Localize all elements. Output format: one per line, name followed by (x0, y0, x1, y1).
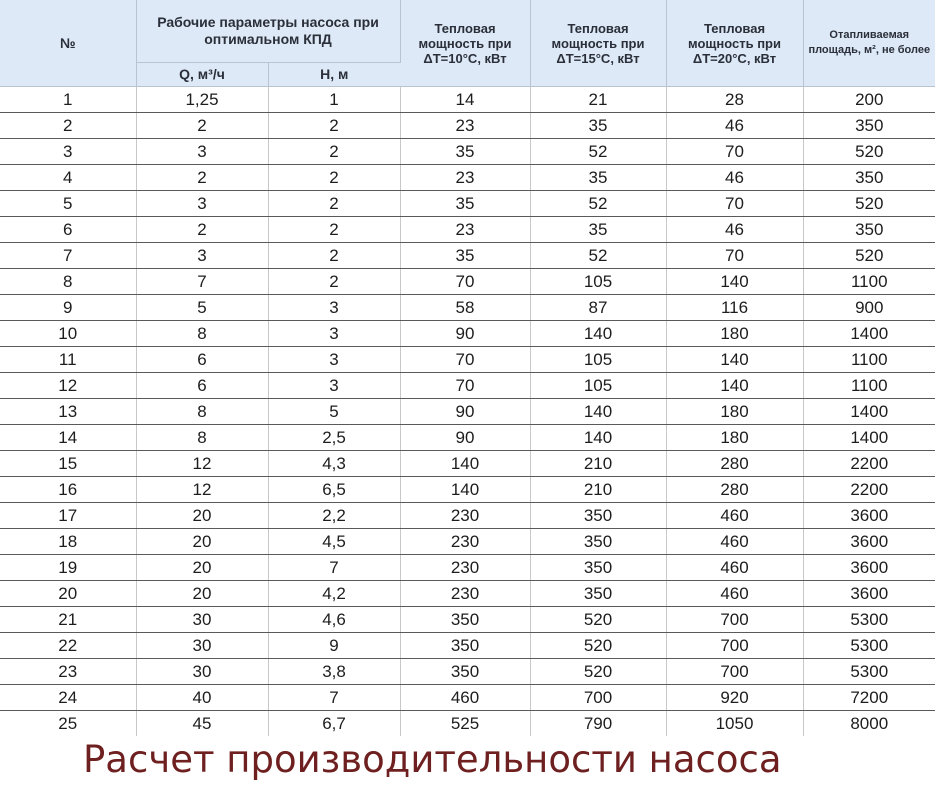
cell-power-dt15: 520 (530, 633, 666, 659)
cell-heated-area: 200 (803, 87, 935, 113)
cell-power-dt20: 280 (666, 477, 803, 503)
cell-power-dt10: 230 (400, 503, 530, 529)
header-pump-parameters: Рабочие параметры насоса при оптимальном КПД (136, 0, 400, 63)
cell-flow-q: 6 (136, 373, 268, 399)
cell-head-h: 4,2 (268, 581, 400, 607)
cell-power-dt20: 140 (666, 347, 803, 373)
table-row (0, 373, 935, 399)
cell-number: 6 (0, 217, 136, 243)
cell-power-dt20: 700 (666, 659, 803, 685)
cell-power-dt10: 35 (400, 243, 530, 269)
cell-power-dt10: 35 (400, 139, 530, 165)
cell-power-dt10: 230 (400, 555, 530, 581)
cell-heated-area: 350 (803, 165, 935, 191)
table-row (0, 113, 935, 139)
cell-flow-q: 1,25 (136, 87, 268, 113)
table-row (0, 321, 935, 347)
cell-power-dt20: 70 (666, 139, 803, 165)
cell-heated-area: 350 (803, 217, 935, 243)
cell-flow-q: 20 (136, 529, 268, 555)
cell-number: 25 (0, 711, 136, 737)
cell-power-dt15: 790 (530, 711, 666, 737)
cell-power-dt15: 140 (530, 399, 666, 425)
cell-number: 10 (0, 321, 136, 347)
cell-power-dt15: 105 (530, 269, 666, 295)
cell-heated-area: 8000 (850, 713, 889, 733)
cell-head-h: 5 (268, 399, 400, 425)
cell-flow-q: 8 (136, 399, 268, 425)
cell-flow-q: 2 (136, 217, 268, 243)
cell-power-dt20: 70 (666, 243, 803, 269)
cell-number: 7 (0, 243, 136, 269)
cell-number: 5 (0, 191, 136, 217)
cell-heated-area: 7200 (803, 685, 935, 711)
cell-head-h: 3,8 (268, 659, 400, 685)
cell-heated-area: 520 (803, 243, 935, 269)
cell-flow-q: 45 (136, 711, 268, 737)
cell-heated-area: 1400 (803, 425, 935, 451)
cell-power-dt15: 350 (530, 581, 666, 607)
cell-power-dt10: 230 (400, 529, 530, 555)
cell-head-h: 1 (268, 87, 400, 113)
cell-power-dt15: 105 (530, 373, 666, 399)
cell-head-h: 6,5 (268, 477, 400, 503)
cell-heated-area: 5300 (803, 659, 935, 685)
cell-power-dt15: 52 (530, 191, 666, 217)
table-row (0, 529, 935, 555)
cell-power-dt20: 46 (666, 165, 803, 191)
table-body (0, 87, 935, 737)
cell-power-dt20: 920 (666, 685, 803, 711)
cell-head-h: 4,5 (268, 529, 400, 555)
cell-number: 1 (0, 87, 136, 113)
cell-flow-q: 3 (136, 139, 268, 165)
cell-number: 24 (0, 685, 136, 711)
cell-power-dt10: 90 (400, 425, 530, 451)
table-header (0, 0, 935, 87)
cell-number: 23 (0, 659, 136, 685)
cell-number: 13 (0, 399, 136, 425)
cell-head-h: 3 (268, 295, 400, 321)
cell-heated-area: 2200 (803, 451, 935, 477)
cell-number: 11 (0, 347, 136, 373)
cell-power-dt15: 520 (530, 607, 666, 633)
cell-flow-q: 30 (136, 659, 268, 685)
cell-power-dt10: 23 (400, 113, 530, 139)
cell-power-dt15: 210 (530, 451, 666, 477)
cell-power-dt15: 700 (530, 685, 666, 711)
cell-power-dt10: 23 (400, 165, 530, 191)
cell-head-h: 2 (268, 139, 400, 165)
cell-power-dt15: 350 (530, 529, 666, 555)
cell-heated-area: 520 (803, 191, 935, 217)
header-power-dt10: Тепловая мощность при ΔT=10°С, кВт (400, 0, 530, 87)
header-head-h: Н, м (268, 63, 400, 87)
table-row (0, 555, 935, 581)
cell-power-dt15: 140 (530, 425, 666, 451)
cell-flow-q: 3 (136, 191, 268, 217)
cell-heated-area: 2200 (803, 477, 935, 503)
cell-power-dt10: 58 (400, 295, 530, 321)
cell-number: 14 (0, 425, 136, 451)
cell-number: 4 (0, 165, 136, 191)
cell-power-dt20: 70 (666, 191, 803, 217)
cell-head-h: 4,6 (268, 607, 400, 633)
cell-number: 17 (0, 503, 136, 529)
header-power-dt15: Тепловая мощность при ΔT=15°С, кВт (530, 0, 666, 87)
cell-power-dt20: 700 (666, 633, 803, 659)
cell-number: 3 (0, 139, 136, 165)
cell-power-dt10: 90 (400, 399, 530, 425)
cell-head-h: 3 (268, 321, 400, 347)
cell-head-h: 2 (268, 113, 400, 139)
cell-heated-area: 520 (803, 139, 935, 165)
header-heated-area: Отапливаемая площадь, м², не более (803, 0, 935, 87)
cell-power-dt10: 525 (400, 711, 530, 737)
cell-head-h: 2 (268, 269, 400, 295)
table-row (0, 165, 935, 191)
cell-power-dt10: 35 (400, 191, 530, 217)
cell-power-dt15: 350 (530, 555, 666, 581)
cell-power-dt10: 140 (400, 477, 530, 503)
cell-power-dt15: 87 (530, 295, 666, 321)
page-caption: Расчет производительности насоса (83, 738, 782, 781)
table-row (0, 243, 935, 269)
cell-power-dt10: 230 (400, 581, 530, 607)
table-row (0, 581, 935, 607)
cell-power-dt10: 350 (400, 607, 530, 633)
cell-power-dt10: 350 (400, 633, 530, 659)
cell-head-h: 9 (268, 633, 400, 659)
cell-power-dt15: 35 (530, 165, 666, 191)
cell-number: 12 (0, 373, 136, 399)
cell-heated-area: 1100 (803, 347, 935, 373)
cell-power-dt20: 140 (666, 269, 803, 295)
cell-heated-area: 3600 (803, 581, 935, 607)
cell-power-dt20: 460 (666, 529, 803, 555)
header-flow-q: Q, м³/ч (136, 63, 268, 87)
cell-power-dt15: 140 (530, 321, 666, 347)
table-row (0, 477, 935, 503)
cell-head-h: 6,7 (268, 711, 400, 737)
cell-power-dt15: 21 (530, 87, 666, 113)
cell-head-h: 2,5 (268, 425, 400, 451)
cell-power-dt15: 105 (530, 347, 666, 373)
cell-flow-q: 8 (136, 321, 268, 347)
cell-flow-q: 12 (136, 477, 268, 503)
cell-power-dt15: 520 (530, 659, 666, 685)
header-number: № (0, 0, 136, 87)
table-row (0, 633, 935, 659)
cell-power-dt20: 460 (666, 555, 803, 581)
cell-flow-q: 20 (136, 555, 268, 581)
cell-power-dt10: 23 (400, 217, 530, 243)
cell-power-dt20: 460 (666, 503, 803, 529)
cell-power-dt15: 52 (530, 243, 666, 269)
table-row (0, 347, 935, 373)
cell-power-dt10: 70 (400, 269, 530, 295)
table-row (0, 685, 935, 711)
cell-power-dt20: 180 (666, 425, 803, 451)
table-row (0, 139, 935, 165)
cell-power-dt20: 116 (666, 295, 803, 321)
cell-number: 15 (0, 451, 136, 477)
cell-power-dt20: 46 (666, 113, 803, 139)
cell-power-dt15: 52 (530, 139, 666, 165)
cell-power-dt20: 180 (666, 321, 803, 347)
cell-flow-q: 8 (136, 425, 268, 451)
cell-power-dt10: 140 (400, 451, 530, 477)
cell-head-h: 3 (268, 373, 400, 399)
cell-flow-q: 6 (136, 347, 268, 373)
cell-flow-q: 2 (136, 113, 268, 139)
cell-flow-q: 30 (136, 607, 268, 633)
cell-number: 21 (0, 607, 136, 633)
cell-heated-area: 1400 (803, 321, 935, 347)
cell-number: 9 (0, 295, 136, 321)
cell-flow-q: 2 (136, 165, 268, 191)
cell-heated-area: 1400 (803, 399, 935, 425)
cell-number: 8 (0, 269, 136, 295)
cell-power-dt20: 460 (666, 581, 803, 607)
cell-power-dt10: 14 (400, 87, 530, 113)
cell-number: 2 (0, 113, 136, 139)
table-row (0, 399, 935, 425)
cell-head-h: 2 (268, 191, 400, 217)
cell-head-h: 2 (268, 165, 400, 191)
cell-flow-q: 30 (136, 633, 268, 659)
header-power-dt20: Тепловая мощность при ΔT=20°С, кВт (666, 0, 803, 87)
cell-heated-area: 3600 (803, 503, 935, 529)
table-row (0, 295, 935, 321)
cell-head-h: 3 (268, 347, 400, 373)
cell-heated-area: 5300 (803, 607, 935, 633)
table-row (0, 425, 935, 451)
cell-number: 18 (0, 529, 136, 555)
cell-power-dt15: 35 (530, 217, 666, 243)
cell-power-dt20: 280 (666, 451, 803, 477)
table-row (0, 217, 935, 243)
cell-power-dt15: 210 (530, 477, 666, 503)
cell-power-dt10: 90 (400, 321, 530, 347)
cell-power-dt10: 350 (400, 659, 530, 685)
table-row (0, 659, 935, 685)
cell-head-h: 2,2 (268, 503, 400, 529)
cell-flow-q: 20 (136, 503, 268, 529)
cell-number: 22 (0, 633, 136, 659)
cell-power-dt20: 700 (666, 607, 803, 633)
table-row (0, 451, 935, 477)
cell-power-dt20: 1050 (666, 711, 803, 737)
cell-number: 20 (0, 581, 136, 607)
cell-head-h: 7 (268, 555, 400, 581)
cell-power-dt20: 140 (666, 373, 803, 399)
cell-power-dt10: 460 (400, 685, 530, 711)
cell-heated-area: 350 (803, 113, 935, 139)
cell-power-dt15: 350 (530, 503, 666, 529)
cell-heated-area: 3600 (803, 555, 935, 581)
cell-flow-q: 7 (136, 269, 268, 295)
cell-heated-area: 1100 (803, 269, 935, 295)
table-row (0, 503, 935, 529)
table-row (0, 191, 935, 217)
cell-head-h: 7 (268, 685, 400, 711)
cell-heated-area: 3600 (803, 529, 935, 555)
cell-flow-q: 40 (136, 685, 268, 711)
cell-power-dt15: 35 (530, 113, 666, 139)
cell-head-h: 2 (268, 243, 400, 269)
table-row (0, 87, 935, 113)
cell-number: 16 (0, 477, 136, 503)
table-row (0, 269, 935, 295)
cell-head-h: 2 (268, 217, 400, 243)
cell-power-dt20: 46 (666, 217, 803, 243)
cell-power-dt20: 28 (666, 87, 803, 113)
cell-flow-q: 5 (136, 295, 268, 321)
cell-flow-q: 20 (136, 581, 268, 607)
cell-heated-area: 5300 (803, 633, 935, 659)
cell-heated-area: 900 (803, 295, 935, 321)
cell-power-dt20: 180 (666, 399, 803, 425)
cell-number: 19 (0, 555, 136, 581)
cell-head-h: 4,3 (268, 451, 400, 477)
cell-flow-q: 12 (136, 451, 268, 477)
table-row (0, 607, 935, 633)
cell-power-dt10: 70 (400, 373, 530, 399)
cell-flow-q: 3 (136, 243, 268, 269)
table-row (0, 711, 935, 737)
cell-heated-area: 1100 (803, 373, 935, 399)
cell-power-dt10: 70 (400, 347, 530, 373)
